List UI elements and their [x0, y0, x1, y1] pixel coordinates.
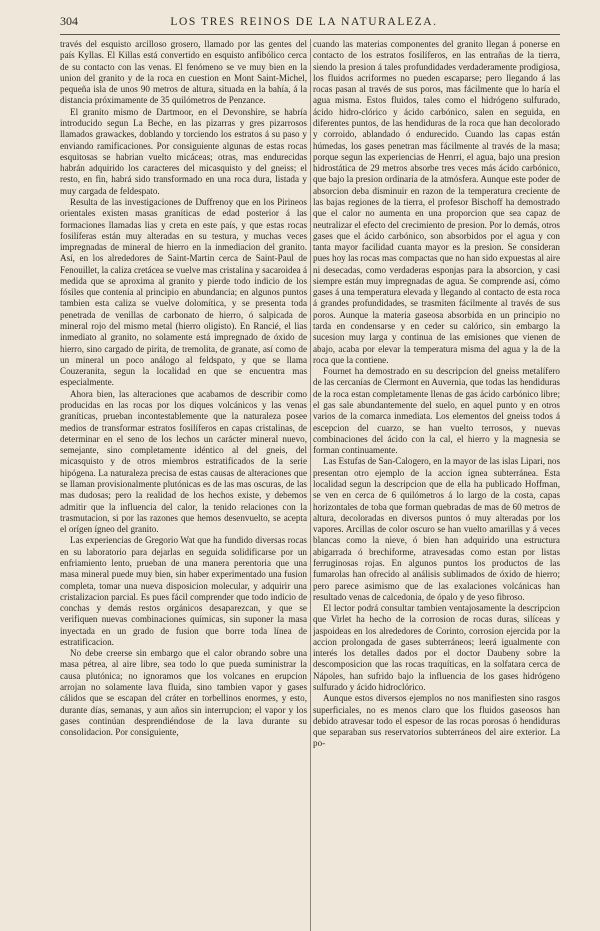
- page-header: [60, 14, 560, 32]
- paragraph: El lector podrá consultar tambien ventajosamente la descripcion que Virlet ha hecho de la corrosion de rocas duras, silíceas y jaspoideas en los alrededores de Corinto, corrosion ejercida por la accion prolongada de gases subterráneos; leerá igualmente con interés los detalles dados por el doctor Daubeny sobre la descomposicion que las rocas traquíticas, en la solfatara cerca de Nápoles, han sufrido bajo la influencia de los gases hidrógeno sulfurado y ácido hidroclórico.: [313, 603, 560, 693]
- right-column: [313, 39, 560, 931]
- paragraph: Fournet ha demostrado en su descripcion del gneiss metalífero de las cercanías de Clermont en Auvernia, que todas las hendiduras de la roca estan completamente llenas de gas ácido carbónico libre; el gas sale abundantemente del suelo, en aquel punto y en otros varios de la comarca inmediata. Los elementos del gneiss todos á escepcion del cuarzo, se han vuelto terrosos, y nuevas combinaciones del ácido con la cal, el hierro y la magnesia se forman continuamente.: [313, 366, 560, 456]
- paragraph: Ahora bien, las alteraciones que acabamos de describir como producidas en las rocas por los diques volcánicos y las venas graníticas, prueban incontestablemente que la naturaleza posee medios de transformar estratos fosilíferos en capas cristalinas, de determinar en el seno de los lechos un carácter mineral nuevo, semejante, sino completamente idéntico al del gneis, del micasquisto y de otros miembros estratificados de la serie hipógena. La naturaleza precisa de estas causas de alteraciones que se llaman provisionalmente plutónicas es de las mas oscuras, de las mas dudosas; pero la realidad de los hechos existe, y debemos admitir que la influencia del calor, la tenido relaciones con la trasmutacion, si por las razones que hemos desenvuelto, se acepta el orígen ígneo del granito.: [60, 388, 307, 535]
- left-column: [60, 39, 307, 931]
- page-number: 304: [60, 14, 78, 28]
- paragraph: Las experiencias de Gregorio Wat que ha fundido diversas rocas en su laboratorio para dejarlas en seguida solidificarse por un enfriamiento lento, prueban de una manera perentoria que una masa mineral puede muy bien, sin haber experimentado una fusion completa, tomar una nueva disposicion molecular, y adquirir una cristalizacion parcial. Es pues fácil comprender que todo indicio de conchas y demás restos orgánicos desaparezcan, y que se verifiquen nuevas combinaciones químicas, sin suponer la masa inyectada en un grado de fusion que borre toda línea de estratificacion.: [60, 535, 307, 647]
- paragraph: Aunque estos diversos ejemplos no nos manifiesten sino rasgos superficiales, no es menos claro que los fluidos gaseosos han debido atravesar todo el espesor de las rocas porosas ó hendiduras que separaban sus reservatorios subterráneos del aire exterior. La po-: [313, 693, 560, 749]
- paragraph: Las Estufas de San-Calogero, en la mayor de las islas Lipari, nos presentan otro ejemplo de la accion ígnea subterránea. Esta localidad segun la descripcion que de ella ha publicado Hoffman, se ven en cerca de 6 quilómetros á lo largo de la costa, capas horizontales de toba que forman quebradas de mas de 60 metros de altura, decoloradas en diversos puntos ó muy alteradas por los vapores. Arcillas de color oscuro se han vuelto amarillas y á veces blancas como la nieve, ó bien han adquirido una estructura abigarrada ó brechiforme, atravesadas como estan por listas ferruginosas rojas. En algunos puntos los productos de las fumarolas han ofrecido al análisis sublimados de óxido de hierro; pero parece asimismo que de las exalaciones volcánicas han resultado venas de calcedonia, de ópalo y de yeso fibroso.: [313, 456, 560, 602]
- paragraph: través del esquisto arcilloso grosero, llamado por las gentes del país Kyllas. El Killas está convertido en esquisto anfibólico cerca de su contacto con las venas. El fenómeno se ve muy bien en la union del granito y de la roca en cuestion en Mont Saint-Michel, pequeña isla de unos 90 metros de altura, situada en la bahía, á la distancia próximamente de 35 quilómetros de Penzance.: [60, 39, 307, 106]
- header-rule: [60, 34, 560, 35]
- paragraph: Resulta de las investigaciones de Duffrenoy que en los Pirineos orientales existen masas graníticas de edad posterior á las formaciones llamadas lias y creta en este país, y que estas rocas fosilíferas están muy alteradas en su testura, y muchas veces impregnadas de mineral de hierro en la inmediacion del granito. Así, en los alrededores de Saint-Martin cerca de Saint-Paul de Fenouillet, la caliza cretácea se vuelve mas cristalina y sacaroidea á medida que se aproxima al granito y pierde todo indicio de los fósiles que contenía al principio en abundancia; en algunos puntos tambien esta caliza se vuelve dolomítica, y se presenta toda penetrada de venillas de carbonato de hierro, ó salpicada de mineral rojo del mismo metal (hierro oligisto). En Rancié, el lias inmediato al granito, no solamente está impregnado de óxido de hierro, sino cargado de pirita, de tremolita, de granate, así como de un mineral un poco análogo al feldspato, y que se llama Couzeranita, segun la localidad en que se encuentra mas especialmente.: [60, 196, 307, 388]
- column-divider: [310, 39, 311, 931]
- paragraph: No debe creerse sin embargo que el calor obrando sobre una masa pétrea, al aire libre, sea todo lo que pueda suministrar la causa plutónica; no ignoramos que los volcanes en erupcion arrojan no solamente lava fluida, sino tambien vapor y gases cálidos que se escapan del cráter en torbellinos enormes, y esto, durante días, semanas, y aun años sin interrupcion; el vapor y los gases continúan desprendiéndose de la lava durante su consolidacion. Por consiguiente,: [60, 648, 307, 738]
- paragraph: El granito mismo de Dartmoor, en el Devonshire, se habría introducido segun La Beche, en las pizarras y gres pizarrosos llamados grawackes, doblando y torciendo los estratos á su paso y enviando ramificaciones. Por consiguiente algunas de estas rocas esquitosas se habrian vuelto micáceas; otras, mas endurecidas habrán adquirido los caracteres del micasquisto y del gneiss; el resto, en fin, habrá sido transformado en una roca dura, listada y muy cargada de feldespato.: [60, 106, 307, 196]
- text-columns: [60, 39, 560, 931]
- paragraph: cuando las materias componentes del granito llegan á ponerse en contacto de los estratos fosilíferos, en las entrañas de la tierra, siendo la presion á tales profundidades verdaderamente prodigiosa, los fluidos acriformes no pueden escaparse; pero llegando á las rocas pasan al través de sus poros, mas fácilmente que lo haría el agua misma. Estos fluidos, tales como el hidrógeno sulfurado, ácido hidro-clórico y ácido carbónico, salen en seguida, en diferentes puntos, de las hendiduras de la roca que han decolorado y corroido, ablandado ó endurecido. Cuando las capas están húmedas, los gases penetran mas fácilmente al través de la masa; porque segun las experiencias de Henrri, el agua, bajo una presion hidrostática de 29 metros absorbe tres veces más ácido carbónico, que bajo la presion ordinaria de la atmósfera. Aunque este poder de absorcion deba disminuir en razon de la temperatura creciente de las bajas regiones de la tierra, el profesor Bischoff ha demostrado que el calor no aumenta en una proporcion que sea capaz de neutralizar el efecto del crecimiento de presion. Por lo demás, otros gases que el ácido carbónico, son absorbidos por el agua y con tanta mayor facilidad cuanta mayor es la presion. Se consideran pues hoy las rocas mas compactas que no han sido expuestas al aire ni desecadas, como verdaderas esponjas para la absorcion, y casi siempre están muy impregnadas de agua. Se comprende así, cómo gases á una temperatura elevada y llegando al contacto de esta roca á grandes profundidades, se trasmiten fácilmente al través de sus poros. Aunque la materia gaseosa absorbida en un principio no tarda en condensarse y en ceder su calórico, sin embargo la sucesion muy larga y continua de las emisiones que vienen de abajo, acaba por elevar la temperatura misma del agua y la de la roca que la contiene.: [313, 39, 560, 365]
- running-title: LOS TRES REINOS DE LA NATURALEZA.: [170, 16, 438, 28]
